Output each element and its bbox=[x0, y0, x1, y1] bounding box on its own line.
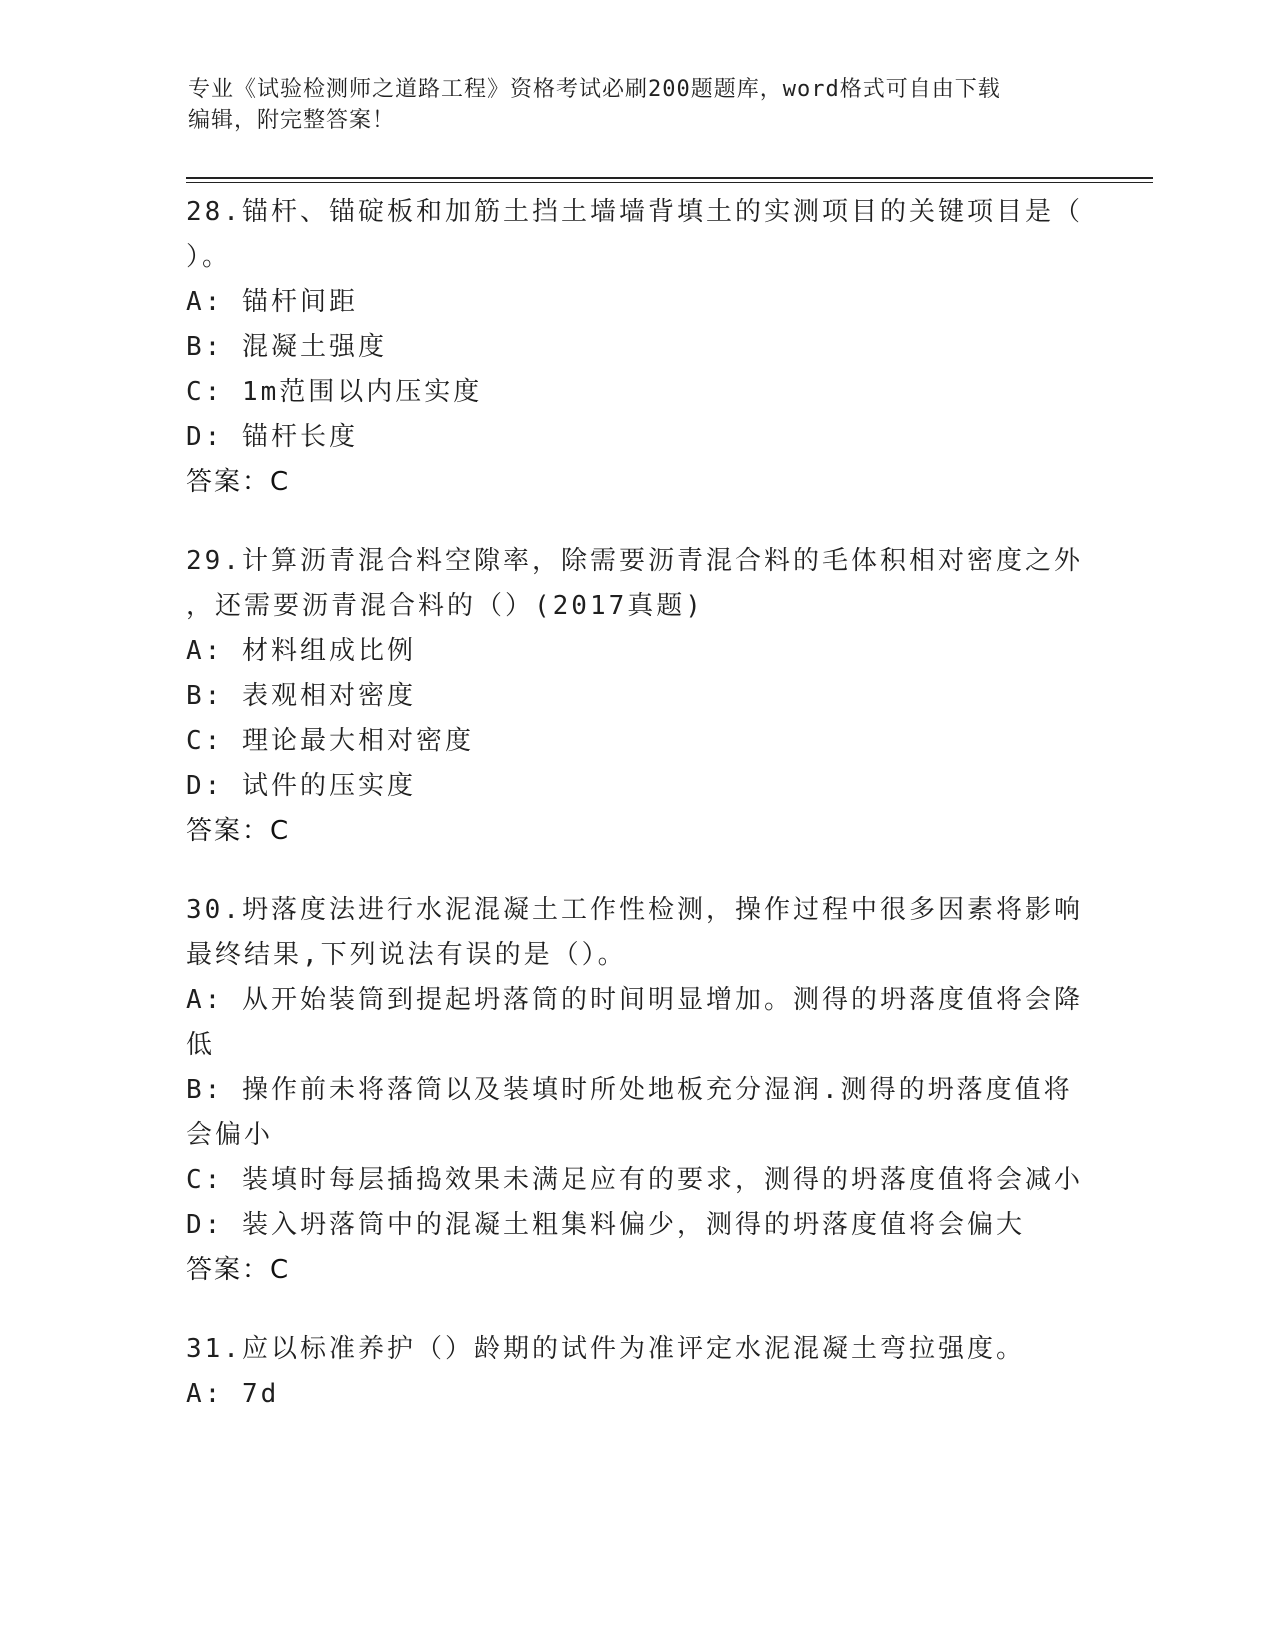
option-a: A: 从开始装筒到提起坍落筒的时间明显增加。测得的坍落度值将会降 bbox=[186, 985, 1083, 1015]
option-c: C: 理论最大相对密度 bbox=[186, 726, 474, 756]
question-stem: 最终结果,下列说法有误的是（）。 bbox=[186, 940, 627, 970]
answer: 答案：C bbox=[186, 1255, 291, 1285]
question-stem: 31.应以标准养护（）龄期的试件为准评定水泥混凝土弯拉强度。 bbox=[186, 1334, 1025, 1364]
option-a: A: 材料组成比例 bbox=[186, 636, 416, 666]
option-a: A: 锚杆间距 bbox=[186, 287, 358, 317]
page-header bbox=[188, 74, 1068, 136]
answer: 答案：C bbox=[186, 467, 291, 497]
option-d: D: 试件的压实度 bbox=[186, 771, 416, 801]
option-c: C: 装填时每层插捣效果未满足应有的要求，测得的坍落度值将会减小 bbox=[186, 1165, 1083, 1195]
option-b: B: 表观相对密度 bbox=[186, 681, 416, 711]
question-stem: ）。 bbox=[186, 242, 232, 272]
question-stem: ，还需要沥青混合料的（）(2017真题) bbox=[186, 591, 704, 621]
question-30 bbox=[186, 888, 1086, 1293]
question-list bbox=[186, 190, 1086, 1451]
header-divider-thick bbox=[186, 177, 1153, 179]
option-b: B: 操作前未将落筒以及装填时所处地板充分湿润.测得的坍落度值将 bbox=[186, 1075, 1073, 1105]
question-stem: 29.计算沥青混合料空隙率，除需要沥青混合料的毛体积相对密度之外 bbox=[186, 546, 1083, 576]
question-29 bbox=[186, 539, 1086, 854]
option-a: A: 7d bbox=[186, 1379, 280, 1409]
option-b-continued: 会偏小 bbox=[186, 1120, 274, 1150]
question-28 bbox=[186, 190, 1086, 505]
header-divider-thin bbox=[186, 182, 1153, 183]
option-a-continued: 低 bbox=[186, 1030, 216, 1060]
option-d: D: 装入坍落筒中的混凝土粗集料偏少，测得的坍落度值将会偏大 bbox=[186, 1210, 1025, 1240]
answer: 答案：C bbox=[186, 816, 291, 846]
option-c: C: 1m范围以内压实度 bbox=[186, 377, 483, 407]
option-d: D: 锚杆长度 bbox=[186, 422, 358, 452]
header-line-2: 编辑，附完整答案！ bbox=[188, 108, 396, 133]
question-stem: 30.坍落度法进行水泥混凝土工作性检测，操作过程中很多因素将影响 bbox=[186, 895, 1083, 925]
header-line-1: 专业《试验检测师之道路工程》资格考试必刷200题题库，word格式可自由下载 bbox=[188, 77, 1001, 102]
question-31 bbox=[186, 1327, 1086, 1417]
question-stem: 28.锚杆、锚碇板和加筋土挡土墙墙背填土的实测项目的关键项目是（ bbox=[186, 197, 1083, 227]
option-b: B: 混凝土强度 bbox=[186, 332, 387, 362]
